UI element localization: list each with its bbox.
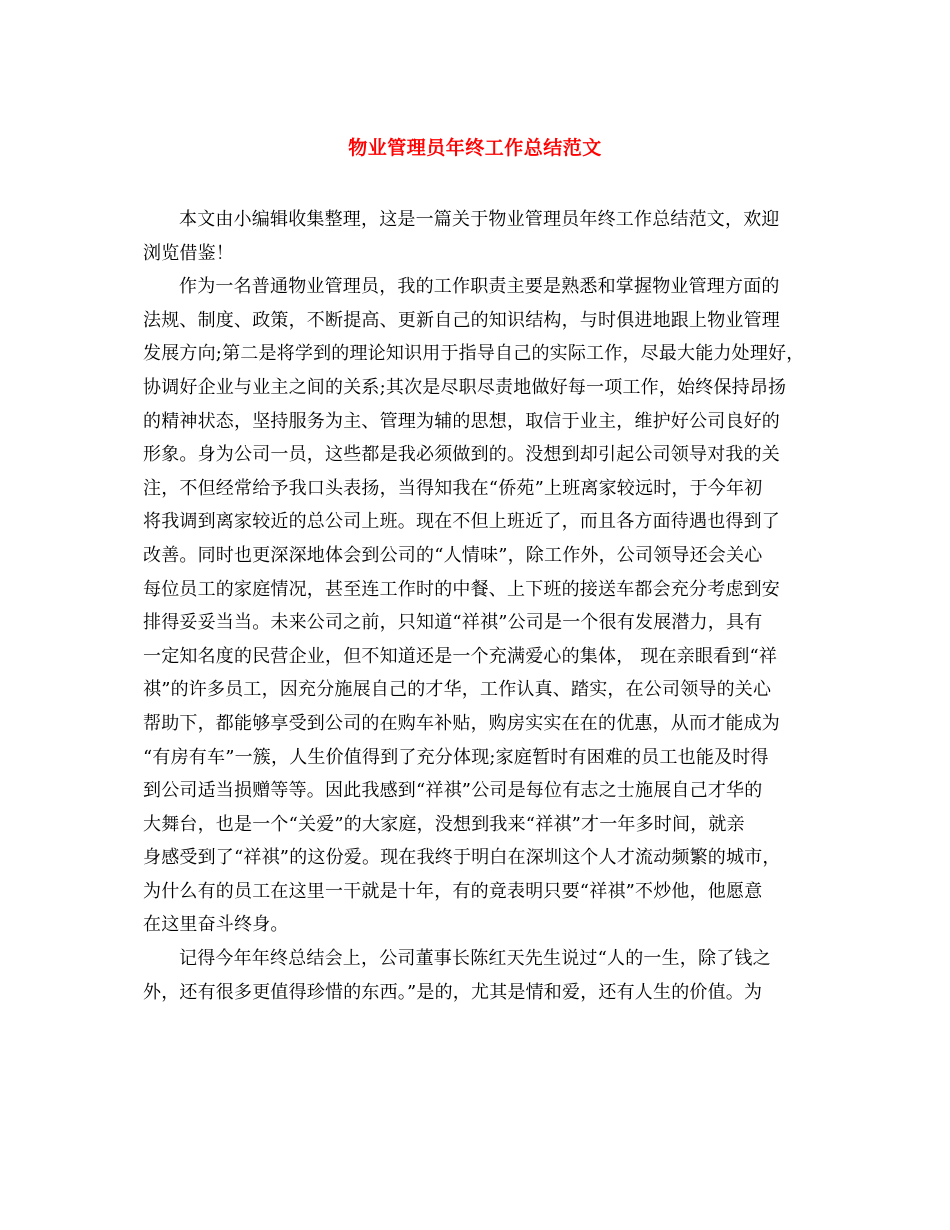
paragraph [143,203,809,270]
text-line: 在这里奋斗终身。 [143,914,289,936]
text-line: 排得妥妥当当。未来公司之前，只知道“祥祺”公司是一个很有发展潜力，具有 [143,612,763,634]
text-line: 改善。同时也更深深地体会到公司的“人情味”，除工作外，公司领导还会关心 [143,544,763,566]
text-line: “有房有车”一簇，人生价值得到了充分体现;家庭暂时有困难的员工也能及时得 [143,746,769,768]
text-line: 外，还有很多更值得珍惜的东西。”是的，尤其是情和爱，还有人生的价值。为 [143,981,763,1003]
text-line: 发展方向;第二是将学到的理论知识用于指导自己的实际工作，尽最大能力处理好， [143,343,805,365]
paragraph [143,270,809,942]
text-line: 帮助下，都能够享受到公司的在购车补贴，购房实实在在的优惠，从而才能成为 [143,712,780,734]
text-line: 形象。身为公司一员，这些都是我必须做到的。没想到却引起公司领导对我的关 [143,444,780,466]
text-line: 祺”的许多员工，因充分施展自己的才华，工作认真、踏实，在公司领导的关心 [143,679,772,701]
text-line: 为什么有的员工在这里一干就是十年，有的竟表明只要“祥祺”不炒他，他愿意 [143,880,763,902]
document-body [143,203,809,1009]
text-line: 一定知名度的民营企业，但不知道还是一个充满爱心的集体， 现在亲眼看到“祥 [143,645,778,667]
text-line: 协调好企业与业主之间的关系;其次是尽职尽责地做好每一项工作，始终保持昂扬 [143,376,787,398]
text-line: 作为一名普通物业管理员，我的工作职责主要是熟悉和掌握物业管理方面的 [179,276,780,298]
text-line: 将我调到离家较近的总公司上班。现在不但上班近了，而且各方面待遇也得到了 [143,511,780,533]
text-line: 法规、制度、政策，不断提高、更新自己的知识结构，与时俱进地跟上物业管理 [143,309,780,331]
text-line: 到公司适当损赠等等。因此我感到“祥祺”公司是每位有志之士施展自己才华的 [143,780,763,802]
text-line: 本文由小编辑收集整理，这是一篇关于物业管理员年终工作总结范文，欢迎 [179,209,780,230]
text-line: 身感受到了“祥祺”的这份爱。现在我终于明白在深圳这个人才流动频繁的城市， [143,847,781,869]
text-line: 每位员工的家庭情况，甚至连工作时的中餐、上下班的接送车都会充分考虑到安 [143,578,780,600]
text-line: 大舞台，也是一个“关爱”的大家庭，没想到我来“祥祺”才一年多时间，就亲 [143,813,745,835]
text-line: 记得今年年终总结会上，公司董事长陈红天先生说过“人的一生，除了钱之 [179,948,771,970]
paragraph [143,942,809,1009]
text-line: 注，不但经常给予我口头表扬，当得知我在“侨苑”上班离家较远时，于今年初 [143,477,763,499]
text-line: 的精神状态，坚持服务为主、管理为辅的思想，取信于业主，维护好公司良好的 [143,410,780,432]
document-title: 物业管理员年终工作总结范文 [348,137,602,159]
text-line: 浏览借鉴！ [143,242,234,264]
